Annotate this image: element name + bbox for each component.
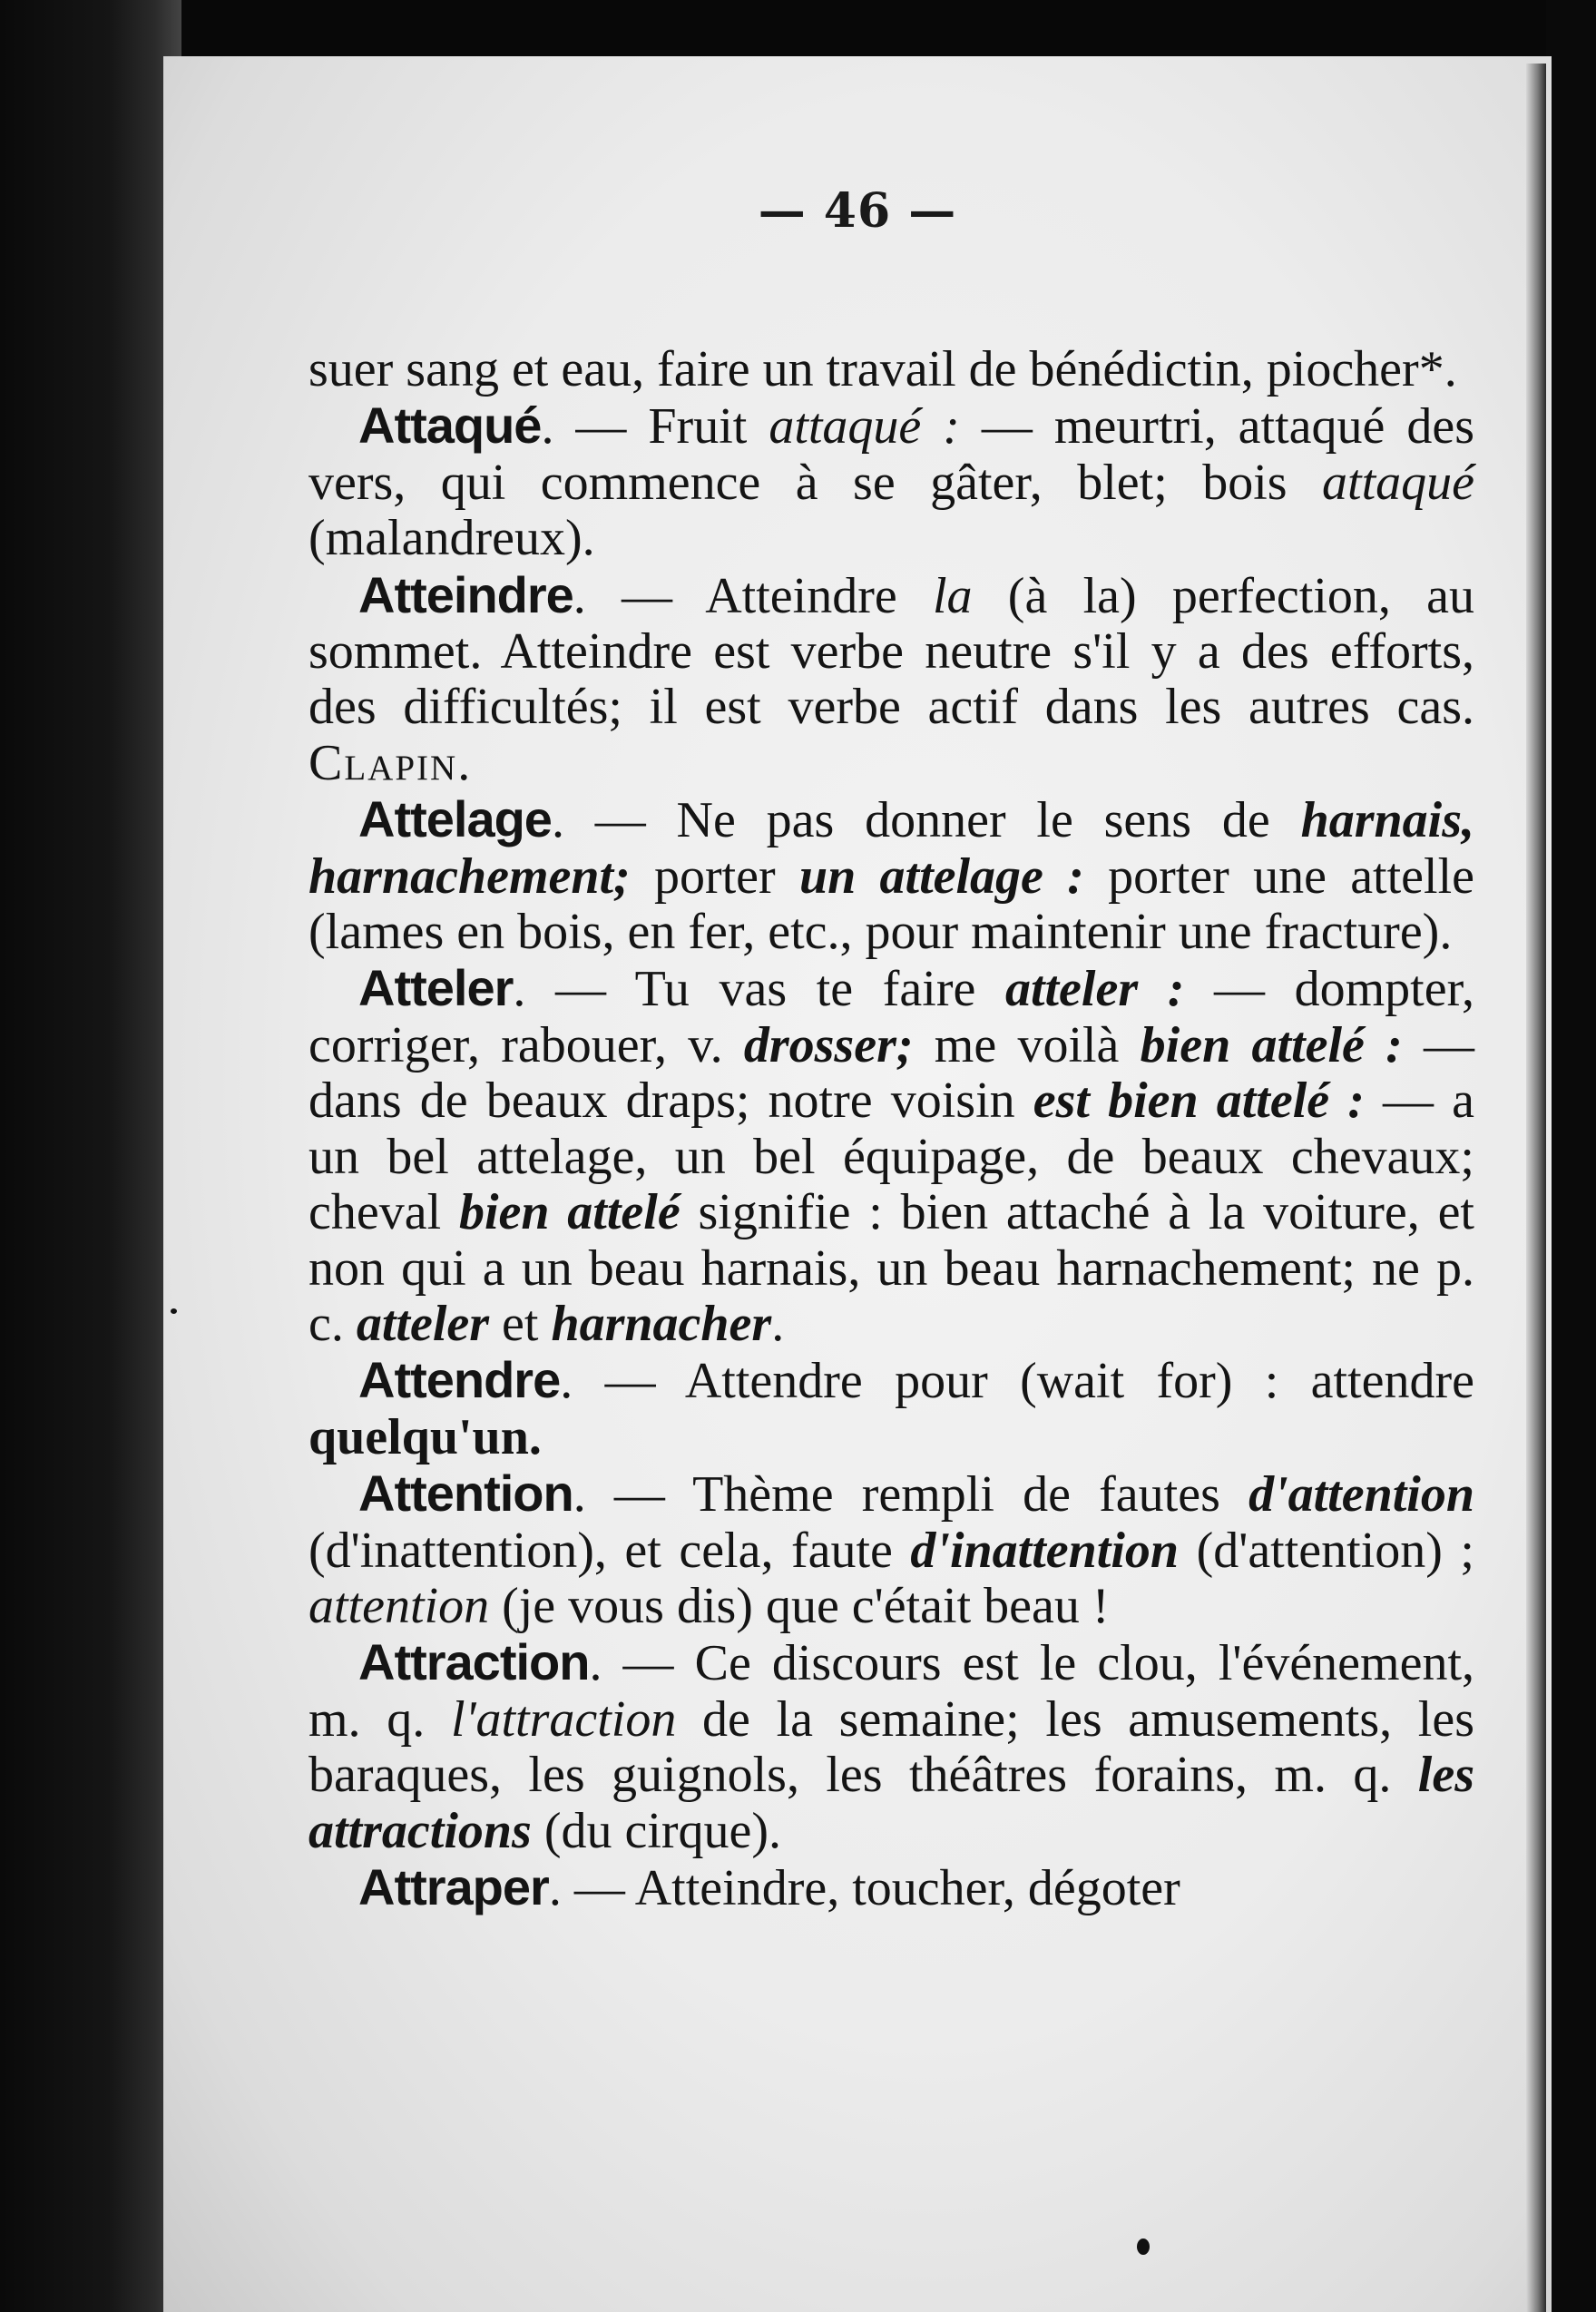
page-text xyxy=(308,342,1474,1916)
entry-attelage: Attelage. — Ne pas donner le sens de harnais, harnachement; porter un attelage : porter une attelle (lames en bois, en fer, etc., pour maintenir une fracture). xyxy=(308,790,1474,961)
entry-atteindre: Atteindre. — Atteindre la (à la) perfection, au sommet. Atteindre est verbe neutre s'il y a des efforts, des difficultés; il est verbe actif dans les autres cas. Clapin. xyxy=(308,565,1475,791)
entry-attention: Attention. — Thème rempli de fautes d'attention (d'inattention), et cela, faute d'inattention (d'attention) ; attention (je vous dis) que c'était beau ! xyxy=(308,1465,1474,1634)
book-spine-shadow xyxy=(0,0,181,2312)
scan-right-border xyxy=(1546,0,1596,2312)
entry-continuation: suer sang et eau, faire un travail de bénédictin, piocher*. xyxy=(308,341,1457,397)
headword: Attention xyxy=(358,1465,573,1523)
page-number: — 46 — xyxy=(758,183,957,239)
entry-attendre: Attendre. — Attendre pour (wait for) : attendre quelqu'un. xyxy=(308,1351,1474,1465)
headword: Attendre xyxy=(358,1351,561,1409)
headword: Attaqué xyxy=(358,397,542,455)
entry-attraction: Attraction. — Ce discours est le clou, l'événement, m. q. l'attraction de la semaine; les amusements, les baraques, les guignols, les théâtres forains, m. q. les attractions (du cirque). xyxy=(308,1633,1475,1859)
entry-attaque: Attaqué. — Fruit attaqué : — meurtri, attaqué des vers, qui commence à se gâter, blet; bois attaqué (malandreux). xyxy=(308,397,1474,567)
headword: Attraction xyxy=(358,1633,590,1691)
entry-atteler: Atteler. — Tu vas te faire atteler : — dompter, corriger, rabouer, v. drosser; me voilà bien attelé : — dans de beaux draps; notre voisin est bien attelé : — a un bel attelage, un bel équipage, de beaux chevaux; cheval bien attelé signifie : bien attaché à la voiture, et non qui a un beau harnais, un beau harnachement; ne p. c. atteler et harnacher. xyxy=(308,959,1475,1352)
entry-attraper: Attraper. — Atteindre, toucher, dégoter xyxy=(358,1857,1180,1916)
headword: Attraper xyxy=(358,1857,549,1915)
page-paper xyxy=(163,56,1552,2312)
ink-speck xyxy=(1137,2239,1150,2255)
headword: Atteler xyxy=(358,959,514,1017)
scan-top-border xyxy=(0,0,1596,64)
headword: Attelage xyxy=(358,790,552,848)
ink-speck xyxy=(171,1308,177,1314)
headword: Atteindre xyxy=(358,565,573,623)
author-citation: Clapin xyxy=(308,734,458,791)
page-fold xyxy=(1526,64,1546,2312)
